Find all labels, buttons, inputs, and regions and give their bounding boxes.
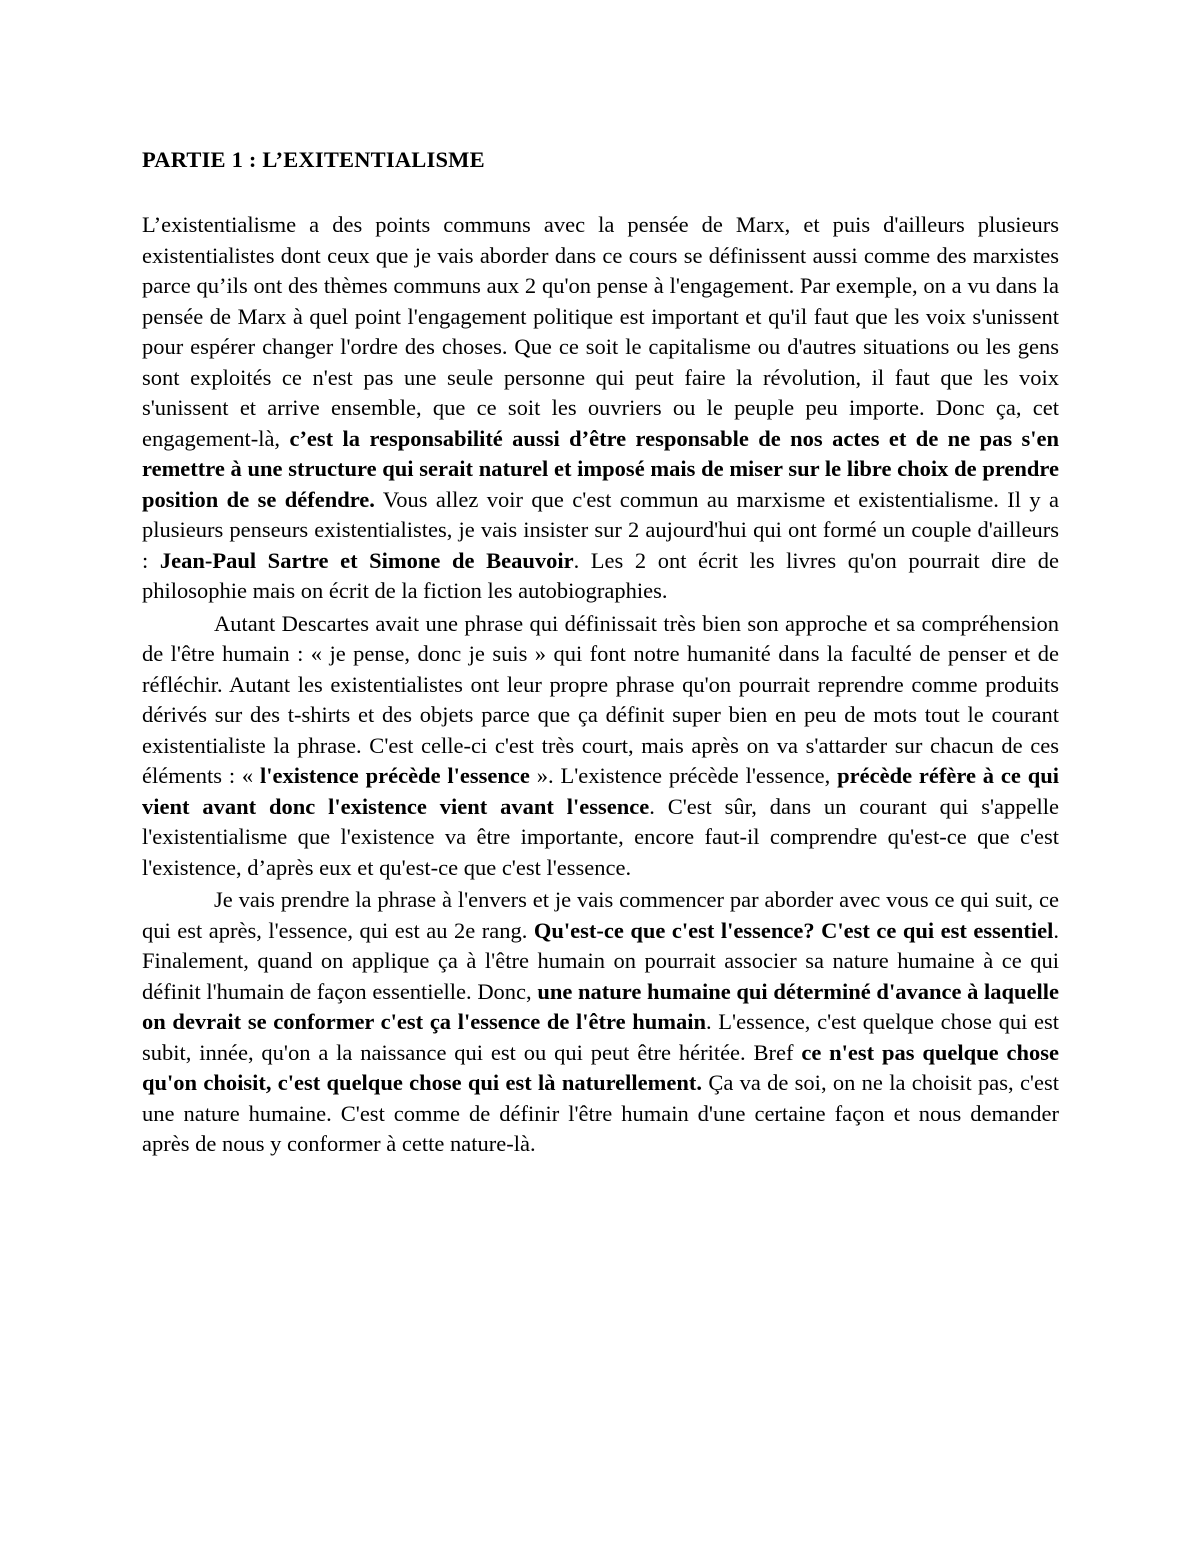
- paragraph-2-segment-5: . C'est sûr, dans un courant qui s'appelle l'existentialisme que l'existence va être importante, encore faut-il comprendre qu'est-ce que c'est l'existence, d’après eux et qu'est-ce que c'est l'essence.: [142, 793, 1059, 880]
- paragraph-3-segment-4: une nature humaine qui déterminé d'avance à laquelle on devrait se conformer c'est ça l'essence de l'être humain: [142, 978, 1059, 1034]
- paragraph-3-segment-7: Ça va de soi, on ne la choisit pas, c'est une nature humaine. C'est comme de définir l'être humain d'une certaine façon et nous demander après de nous y conformer à cette nature-là.: [142, 1070, 1059, 1156]
- paragraph-3: [142, 885, 1059, 1160]
- paragraph-2-segment-4: précède réfère à ce qui vient avant donc l'existence vient avant l'essence: [142, 763, 1059, 819]
- paragraph-2-segment-2: l'existence précède l'essence: [260, 763, 530, 788]
- paragraph-3-segment-1: Je vais prendre la phrase à l'envers et je vais commencer par aborder avec vous ce qui suit, ce qui est après, l'essence, qui est au 2e rang.: [142, 887, 1059, 943]
- paragraph-1-segment-4: Jean-Paul Sartre et Simone de Beauvoir: [159, 547, 574, 573]
- paragraph-2-segment-3: ». L'existence précède l'essence,: [529, 763, 838, 788]
- page-title: PARTIE 1 : L’EXITENTIALISME: [142, 147, 485, 172]
- paragraph-1-segment-5: . Les 2 ont écrit les livres qu'on pourrait dire de philosophie mais on écrit de la fiction les autobiographies.: [142, 547, 1059, 603]
- paragraph-1-segment-1: L’existentialisme a des points communs avec la pensée de Marx, et puis d'ailleurs plusieurs existentialistes dont ceux que je vais aborder dans ce cours se définissent aussi comme des marxistes parce qu’ils ont des thèmes communs aux 2 qu'on pense à l'engagement. Par exemple, on a vu dans la pensée de Marx à quel point l'engagement politique est important et qu'il faut que les voix s'unissent pour espérer changer l'ordre des choses. Que ce soit le capitalisme ou d'autres situations ou les gens sont exploités ce n'est pas une seule personne qui peut faire la révolution, il faut que les voix s'unissent et arrive ensemble, que ce soit les ouvriers ou le peuple peu importe. Donc ça, cet engagement-là,: [142, 212, 1059, 451]
- paragraph-3-segment-2: Qu'est-ce que c'est l'essence? C'est ce qui est essentiel: [533, 917, 1054, 943]
- paragraph-1-segment-2: c’est la responsabilité aussi d’être responsable de nos actes et de ne pas s'en remettre à une structure qui serait naturel et imposé mais de miser sur le libre choix de prendre position de se défendre.: [142, 425, 1059, 512]
- paragraph-1-segment-3: Vous allez voir que c'est commun au marxisme et existentialisme. Il y a plusieurs penseurs existentialistes, je vais insister sur 2 aujourd'hui qui ont formé un couple d'ailleurs :: [142, 486, 1060, 573]
- paragraph-1: [142, 210, 1059, 607]
- paragraph-3-segment-3: . Finalement, quand on applique ça à l'être humain on pourrait associer sa nature humaine à ce qui définit l'humain de façon essentielle. Donc,: [142, 917, 1059, 1004]
- paragraph-2: [142, 609, 1059, 884]
- paragraph-2-segment-1: Autant Descartes avait une phrase qui définissait très bien son approche et sa compréhension de l'être humain : « je pense, donc je suis » qui font notre humanité dans la faculté de penser et de réfléchir. Autant les existentialistes ont leur propre phrase qu'on pourrait reprendre comme produits dérivés sur des t-shirts et des objets parce que ça définit super bien en peu de mots tout le courant existentialiste la phrase. C'est celle-ci c'est très court, mais après on va s'attarder sur chacun de ces éléments : «: [142, 610, 1059, 788]
- paragraph-3-segment-6: ce n'est pas quelque chose qu'on choisit, c'est quelque chose qui est là naturellement.: [142, 1039, 1059, 1095]
- paragraph-3-segment-5: . L'essence, c'est quelque chose qui est subit, innée, qu'on a la naissance qui est ou qui peut être héritée. Bref: [142, 1009, 1059, 1065]
